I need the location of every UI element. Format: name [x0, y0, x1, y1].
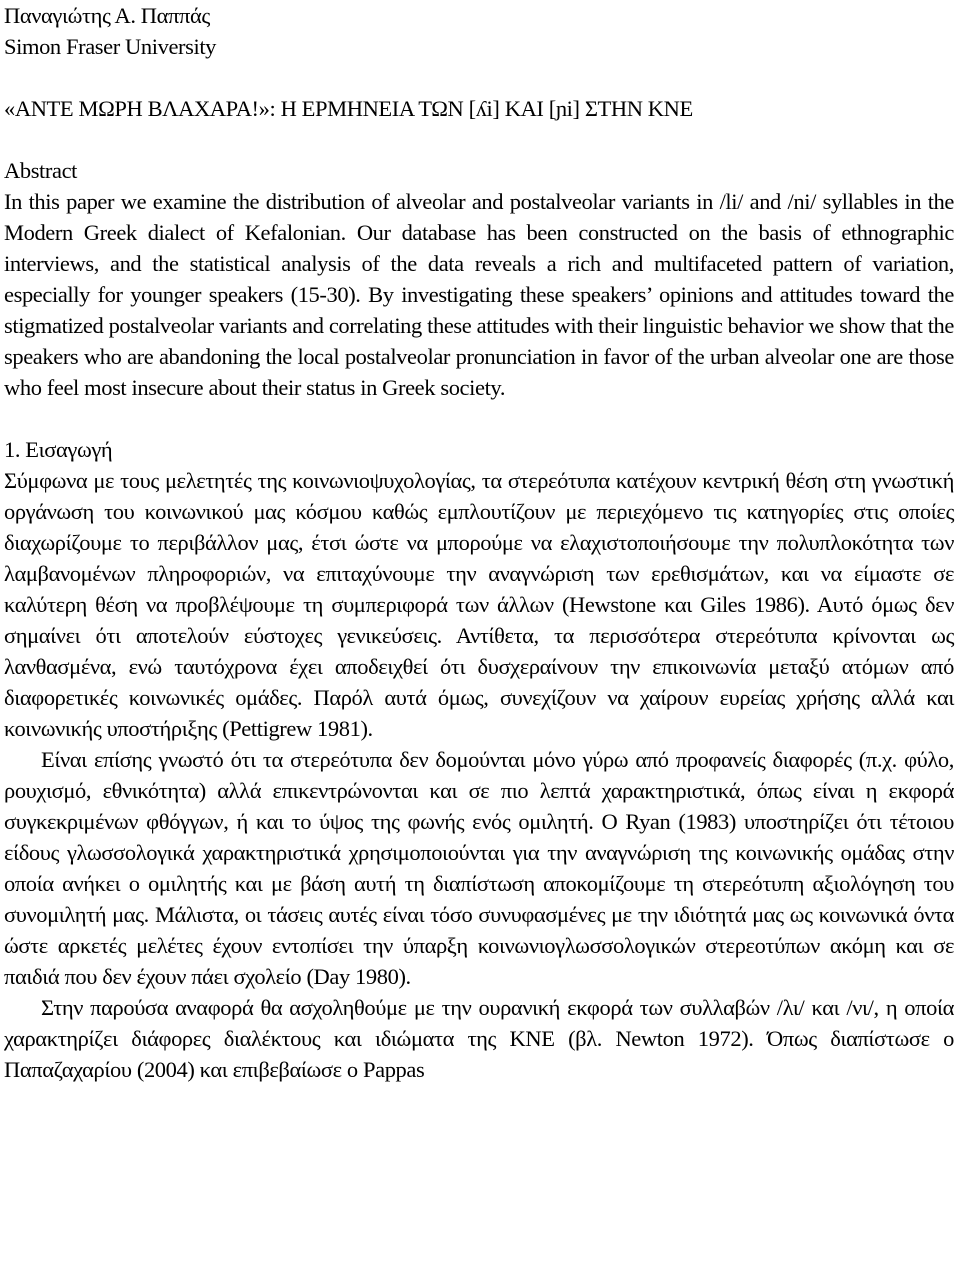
spacer: [4, 62, 954, 93]
paragraph-1: Σύμφωνα με τους μελετητές της κοινωνιοψυχολογίας, τα στερεότυπα κατέχουν κεντρική θέση στη γνωστική οργάνωση του κοινωνικού μας κόσμου καθώς εμπλουτίζουν με περιεχόμενο τις κατηγορίες στις οποίες διαχωρίζουμε το περιβάλλον μας, έτσι ώστε να μπορούμε να ελαχιστοποιήσουμε την πολυπλοκότητα των λαμβανομένων πληροφοριών, να επιταχύνουμε την αναγνώριση των ερεθισμάτων, και να είμαστε σε καλύτερη θέση να προβλέψουμε τη συμπεριφορά των άλλων (Hewstone και Giles 1986). Αυτό όμως δεν σημαίνει ότι αποτελούν εύστοχες γενικεύσεις. Αντίθετα, τα περισσότερα στερεότυπα κρίνονται ως λανθασμένα, ενώ ταυτόχρονα έχει αποδειχθεί ότι δυσχεραίνουν την επικοινωνία μεταξύ ατόμων από διαφορετικές κοινωνικές ομάδες. Παρόλ αυτά όμως, συνεχίζουν να χαίρουν ευρείας χρήσης αλλά και κοινωνικής υποστήριξης (Pettigrew 1981).: [4, 468, 954, 741]
abstract-text: In this paper we examine the distribution of alveolar and postalveolar variants in /li/ and /ni/ syllables in the Modern Greek dialect of Kefalonian. Our database has been constructed on the basis of ethnographic interviews, and the statistical analysis of the data reveals a rich and multifaceted pattern of variation, especially for younger speakers (15-30). By investigating these speakers’ opinions and attitudes toward the stigmatized postalveolar variants and correlating these attitudes with their linguistic behavior we show that the speakers who are abandoning the local postalveolar pronunciation in favor of the urban alveolar one are those who feel most insecure about their status in Greek society.: [4, 189, 954, 400]
abstract-heading: Abstract: [4, 158, 78, 183]
paper-title: «ΑΝΤΕ ΜΩΡΗ ΒΛΑΧΑΡΑ!»: Η ΕΡΜΗΝΕΙΑ ΤΩΝ [ʎi] ΚΑΙ [ɲi] ΣΤΗΝ ΚΝΕ: [4, 96, 693, 121]
spacer: [4, 124, 954, 155]
affiliation: Simon Fraser University: [4, 34, 217, 59]
spacer: [4, 403, 954, 434]
author-name: Παναγιώτης Α. Παππάς: [4, 3, 210, 28]
paragraph-3: Στην παρούσα αναφορά θα ασχοληθούμε με την ουρανική εκφορά των συλλαβών /λι/ και /νι/, η οποία χαρακτηρίζει διάφορες διαλέκτους και ιδιώματα της ΚΝΕ (βλ. Newton 1972). Όπως διαπίστωσε ο Παπαζαχαρίου (2004) και επιβεβαίωσε ο Pappas: [4, 995, 954, 1082]
paragraph-2: Είναι επίσης γνωστό ότι τα στερεότυπα δεν δομούνται μόνο γύρω από προφανείς διαφορές (π.χ. φύλο, ρουχισμό, εθνικότητα) αλλά επικεντρώνονται και σε πιο λεπτά χαρακτηριστικά, όπως είναι η εκφορά συγκεκριμένων φθόγγων, ή και το ύψος της φωνής ενός ομιλητή. Ο Ryan (1983) υποστηρίζει ότι τέτοιου είδους γλωσσολογικά χαρακτηριστικά χρησιμοποιούνται για την αναγνώριση της κοινωνικής ομάδας στην οποία ανήκει ο ομιλητής και με βάση αυτή τη διαπίστωση αποκομίζουμε τη στερεότυπη αξιολόγηση του συνομιλητή μας. Μάλιστα, οι τάσεις αυτές είναι τόσο συνυφασμένες με την ιδιότητά μας ως κοινωνικά όντα ώστε αρκετές μελέτες έχουν εντοπίσει την ύπαρξη κοινωνιογλωσσολογικών στερεοτύπων ακόμη και σε παιδιά που δεν έχουν πάει σχολείο (Day 1980).: [4, 747, 954, 989]
section-heading: 1. Εισαγωγή: [4, 437, 113, 462]
